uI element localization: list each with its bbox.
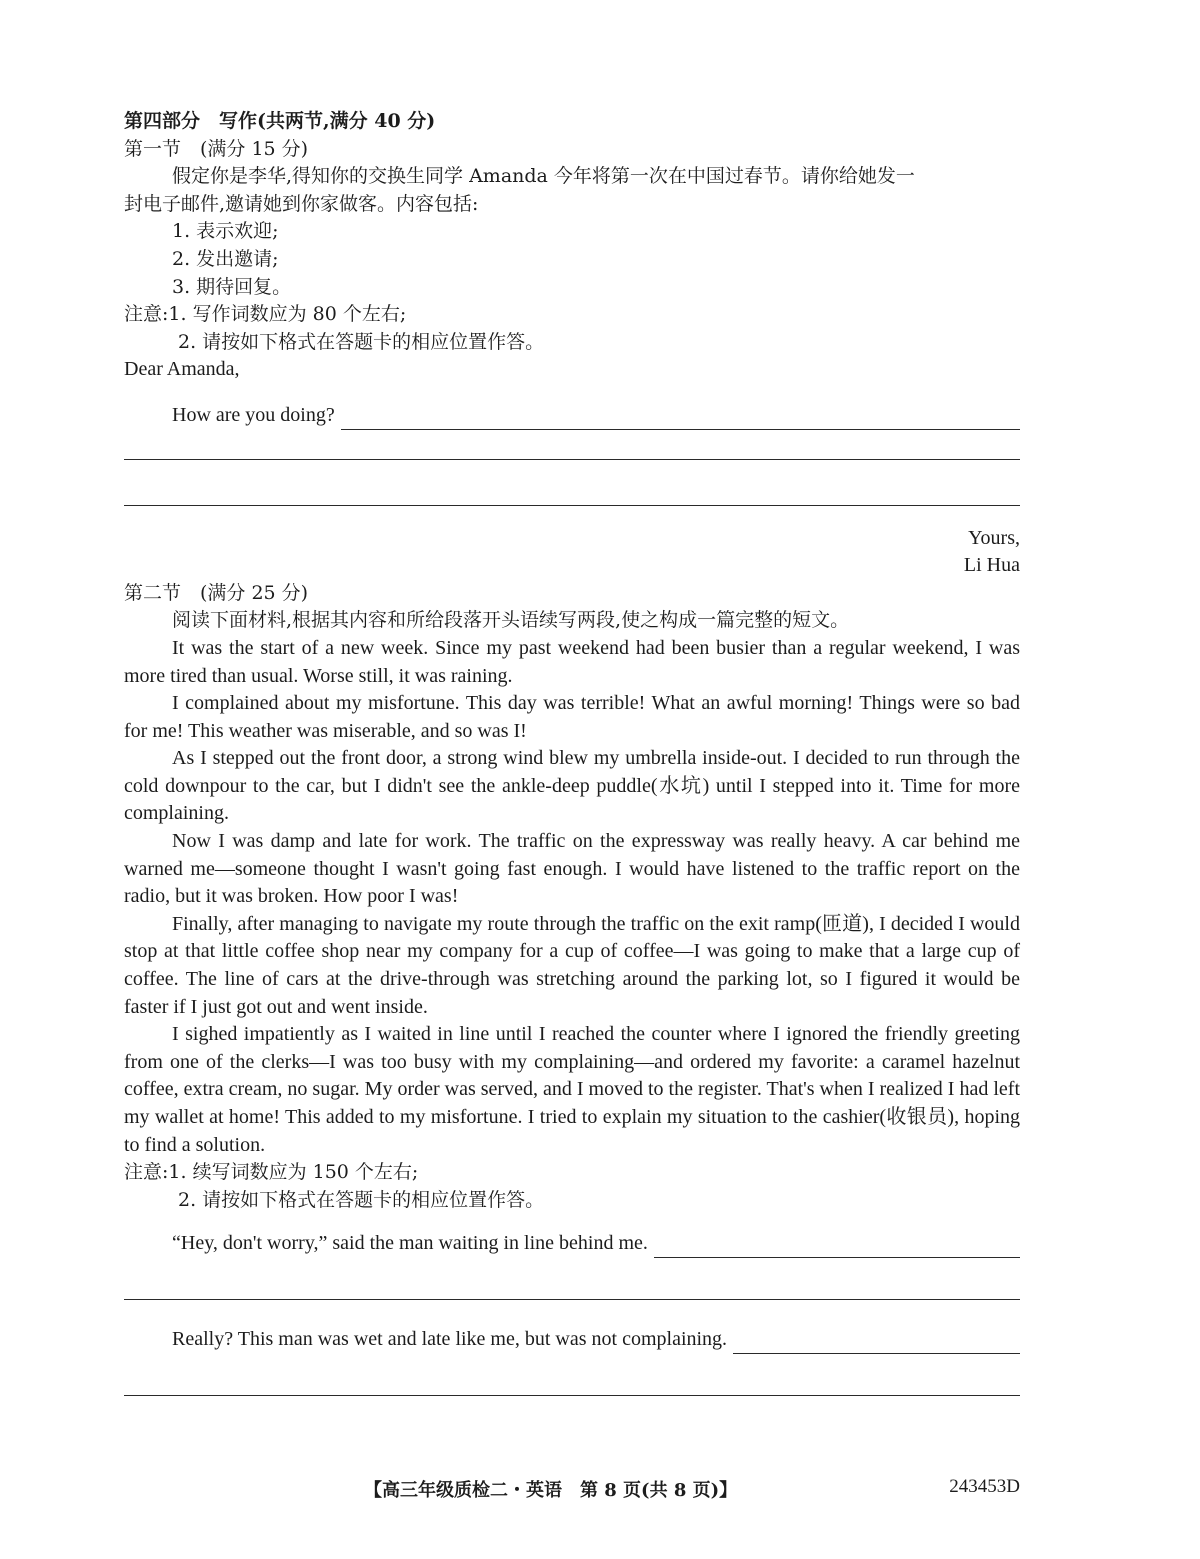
section2-note-2: 2. 请按如下格式在答题卡的相应位置作答。 (178, 1188, 545, 1211)
section1-item-2: 2. 发出邀请; (172, 247, 279, 270)
opening-sentence: How are you doing? (172, 403, 335, 426)
footer-label: 【高三年级质检二・英语 第 8 页(共 8 页)】 (364, 1480, 738, 1501)
section1-prompt-line1: 假定你是李华,得知你的交换生同学 Amanda 今年将第一次在中国过春节。请你给她发一 (172, 165, 915, 188)
exam-code: 243453D (949, 1476, 1020, 1497)
opening-writing-line (124, 402, 1020, 430)
section2-heading: 第二节 (满分 25 分) (124, 581, 309, 604)
section1-item-1: 1. 表示欢迎; (172, 220, 279, 243)
section1-note-2: 2. 请按如下格式在答题卡的相应位置作答。 (178, 330, 545, 353)
story-paragraph-5: Finally, after managing to navigate my route through the traffic on the exit ramp(匝道), I decided I would stop at that little coffee shop near my company for a cup of coffee—I was going to make that a large cup of coffee. The line of cars at the drive-through was stretching around the parking lot, so I figured it would be faster if I just got out and went inside. (124, 912, 1020, 1018)
section2-instruction: 阅读下面材料,根据其内容和所给段落开头语续写两段,使之构成一篇完整的短文。 (172, 609, 850, 632)
starter1-writing-line (124, 1230, 1020, 1258)
paragraph-starter-1: “Hey, don't worry,” said the man waiting in line behind me. (172, 1232, 648, 1255)
story-paragraph-1: It was the start of a new week. Since my past weekend had been busier than a regular weekend, I was more tired than usual. Worse still, it was raining. (124, 636, 1020, 687)
section1-prompt-line2: 封电子邮件,邀请她到你家做客。内容包括: (124, 192, 479, 215)
paragraph-starter-2: Really? This man was wet and late like me, but was not complaining. (172, 1327, 728, 1350)
signature: Li Hua (963, 554, 1020, 577)
section1-note-1: 注意:1. 写作词数应为 80 个左右; (124, 303, 407, 326)
exam-page (124, 108, 1020, 1396)
part-title: 第四部分 写作(共两节,满分 40 分) (124, 110, 436, 132)
story-paragraph-3: As I stepped out the front door, a strong wind blew my umbrella inside-out. I decided to run through the cold downpour to the car, but I didn't see the ankle-deep puddle(水坑) until I stepped into it. Time for more complaining. (124, 747, 1020, 825)
story-paragraph-2: I complained about my misfortune. This day was terrible! What an awful morning! Things were so bad for me! This weather was miserable, and so was I! (124, 692, 1020, 742)
section2-note-1: 注意:1. 续写词数应为 150 个左右; (124, 1161, 419, 1184)
story-paragraph-4: Now I was damp and late for work. The traffic on the expressway was really heavy. A car behind me warned me—someone thought I wasn't going fast enough. I would have listened to the traffic report on the radio, but it was broken. How poor I was! (124, 830, 1020, 908)
closing: Yours, (968, 526, 1020, 549)
starter2-writing-line (124, 1326, 1020, 1354)
section1-heading: 第一节 (满分 15 分) (124, 137, 309, 160)
story-paragraph-6: I sighed impatiently as I waited in line until I reached the counter where I ignored the friendly greeting from one of the clerks—I was too busy with my complaining—and ordered my favorite: a caramel hazelnut coffee, extra cream, no sugar. My order was served, and I moved to the register. That's when I realized I had left my wallet at home! This added to my misfortune. I tried to explain my situation to the cashier(收银员), hoping to find a solution. (124, 1023, 1020, 1156)
answer-rule (124, 1394, 1020, 1396)
answer-blank (733, 1331, 1020, 1354)
page-footer (364, 1476, 1020, 1502)
answer-blank (341, 407, 1020, 430)
salutation: Dear Amanda, (124, 358, 240, 381)
section1-item-3: 3. 期待回复。 (172, 275, 292, 298)
answer-blank (654, 1235, 1020, 1258)
